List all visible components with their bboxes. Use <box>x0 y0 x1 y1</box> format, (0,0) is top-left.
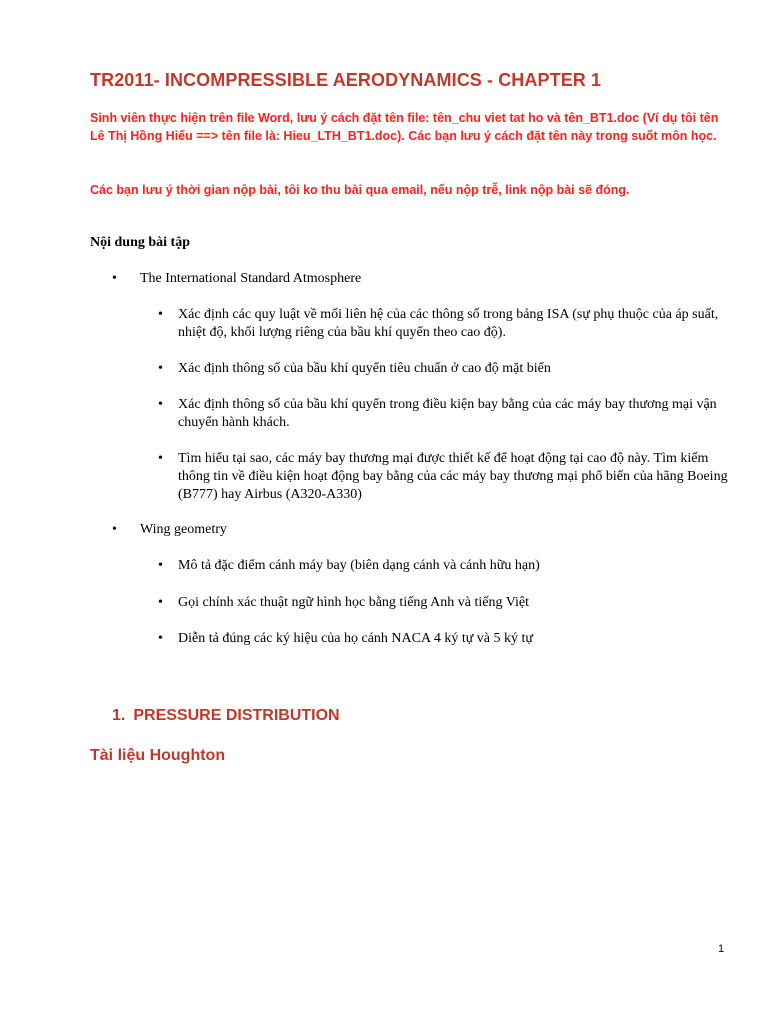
list-item <box>158 594 728 612</box>
bullet-icon: • <box>158 631 163 646</box>
bullet-icon: • <box>158 595 163 610</box>
list-item-text: Xác định các quy luật về mối liên hệ của các thông số trong bảng ISA (sự phụ thuộc của áp suất, nhiệt độ, khối lượng riêng của bầu khí quyển theo cao độ). <box>178 307 719 340</box>
list-item-text: Xác định thông số của bầu khí quyển trong điều kiện bay bằng của các máy bay thương mại vận chuyển hành khách. <box>178 397 717 430</box>
section-heading-pressure-distribution <box>112 707 340 725</box>
list-item <box>158 306 728 342</box>
list-item <box>158 360 728 378</box>
list-item <box>158 396 728 432</box>
section-number: 1. <box>112 707 126 724</box>
bullet-icon: • <box>158 451 163 466</box>
topic-label: The International Standard Atmosphere <box>140 271 362 286</box>
topic-isa <box>112 270 712 288</box>
bullet-icon: • <box>158 307 163 322</box>
topic-wing-geometry <box>112 521 712 539</box>
list-item-text: Mô tả đặc điểm cánh máy bay (biên dạng cánh và cánh hữu hạn) <box>178 558 540 573</box>
bullet-icon: • <box>112 522 117 537</box>
section-title: PRESSURE DISTRIBUTION <box>133 707 340 724</box>
list-item <box>158 450 728 504</box>
reference-heading: Tài liệu Houghton <box>90 747 226 764</box>
list-item-text: Diễn tả đúng các ký hiệu của họ cánh NACA 4 ký tự và 5 ký tự <box>178 631 533 646</box>
topic-label: Wing geometry <box>140 522 227 537</box>
bullet-icon: • <box>158 361 163 376</box>
list-item-text: Xác định thông số của bầu khí quyển tiêu chuẩn ở cao độ mặt biển <box>178 361 551 376</box>
list-item <box>158 557 728 575</box>
list-item-text: Gọi chính xác thuật ngữ hình học bằng tiếng Anh và tiếng Việt <box>178 595 529 610</box>
document-title: TR2011- INCOMPRESSIBLE AERODYNAMICS - CHAPTER 1 <box>90 70 602 90</box>
bullet-icon: • <box>158 397 163 412</box>
list-item-text: Tìm hiểu tại sao, các máy bay thương mại được thiết kế để hoạt động tại cao độ này. Tìm kiếm thông tin về điều kiện hoạt động bay bằng của các máy bay thương mại phổ biến của hãng Boeing (B777) hay Airbus (A320-A330) <box>178 451 728 502</box>
content-heading: Nội dung bài tập <box>90 235 190 250</box>
list-item <box>158 630 728 648</box>
bullet-icon: • <box>112 271 117 286</box>
page-number: 1 <box>718 943 725 955</box>
file-naming-notice: Sinh viên thực hiện trên file Word, lưu ý cách đặt tên file: tên_chu viet tat ho và tên_BT1.doc (Ví dụ tôi tên Lê Thị Hồng Hiếu ==> tên file là: Hieu_LTH_BT1.doc). Các bạn lưu ý cách đặt tên này trong suốt môn học. <box>90 111 719 143</box>
submission-deadline-notice: Các bạn lưu ý thời gian nộp bài, tôi ko thu bài qua email, nếu nộp trễ, link nộp bài sẽ đóng. <box>90 183 630 197</box>
bullet-icon: • <box>158 558 163 573</box>
